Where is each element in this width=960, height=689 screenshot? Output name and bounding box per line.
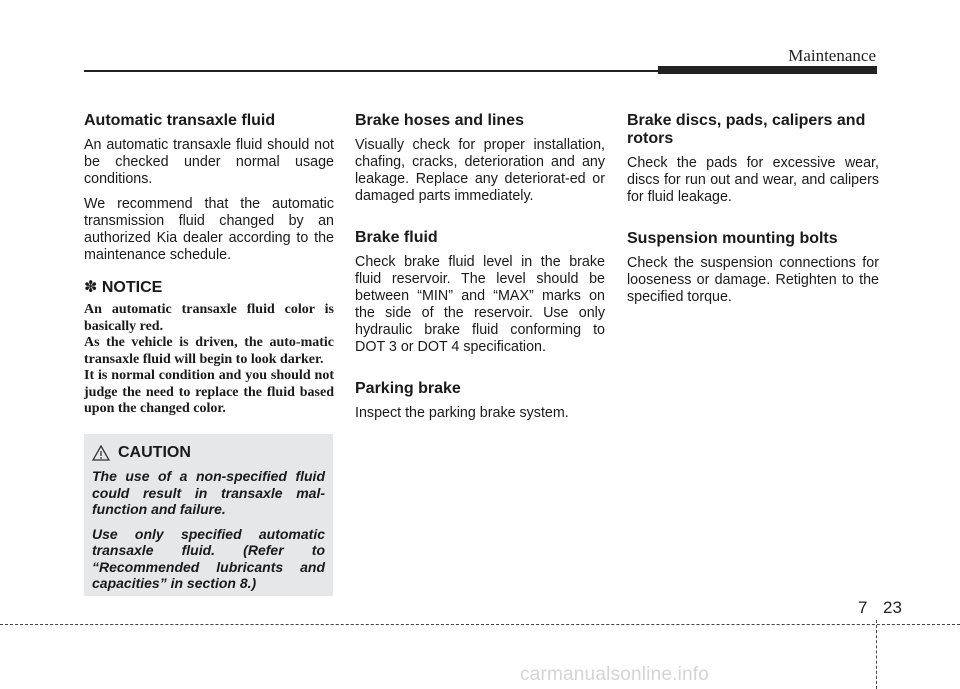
paragraph: An automatic transaxle fluid should not be checked under normal usage conditions. — [84, 137, 334, 187]
header-rule — [84, 70, 658, 72]
watermark-text: carmanualsonline.info — [520, 664, 710, 685]
paragraph: Check the pads for excessive wear, discs for run out and wear, and calipers for fluid leakage. — [627, 155, 879, 205]
notice-title: ✽ NOTICE — [84, 279, 163, 296]
heading-parking-brake: Parking brake — [355, 380, 461, 397]
notice-text: An automatic transaxle fluid color is basically red. — [84, 302, 334, 334]
notice-text: It is normal condition and you should not judge the need to replace the fluid based upon the changed color. — [84, 368, 334, 416]
header-bar — [658, 66, 877, 74]
warning-triangle-icon — [92, 445, 110, 461]
paragraph: Inspect the parking brake system. — [355, 405, 569, 421]
header-section-title: Maintenance — [788, 46, 876, 65]
footer-vertical-divider — [876, 620, 877, 689]
paragraph: Check brake fluid level in the brake fluid reservoir. The level should be between “MIN” and “MAX” marks on the side of the reservoir. Use only hydraulic brake fluid conforming to DOT 3 or DOT 4 specification. — [355, 254, 605, 355]
paragraph: Visually check for proper installation, chafing, cracks, deterioration and any leakage. Replace any deteriorat-ed or damaged parts immediately. — [355, 137, 605, 204]
caution-header — [92, 444, 325, 462]
column-1 — [84, 112, 334, 418]
heading-suspension-bolts: Suspension mounting bolts — [627, 230, 838, 247]
heading-brake-discs: Brake discs, pads, calipers and rotors — [627, 112, 866, 147]
heading-brake-hoses: Brake hoses and lines — [355, 112, 524, 129]
column-2 — [355, 112, 605, 430]
paragraph: Check the suspension connections for looseness or damage. Retighten to the specified torque. — [627, 255, 879, 305]
heading-brake-fluid: Brake fluid — [355, 229, 438, 246]
caution-text: Use only specified automatic transaxle fluid. (Refer to “Recommended lubricants and capacities” in section 8.) — [92, 525, 325, 591]
caution-title: CAUTION — [118, 444, 191, 461]
footer-divider — [0, 624, 960, 625]
caution-box — [84, 434, 333, 596]
chapter-number: 7 — [858, 598, 868, 617]
heading-automatic-transaxle-fluid: Automatic transaxle fluid — [84, 112, 276, 129]
column-3 — [627, 112, 879, 314]
page-number: 23 — [883, 598, 902, 617]
notice-text: As the vehicle is driven, the auto-matic transaxle fluid will begin to look darker. — [84, 335, 334, 367]
paragraph: We recommend that the automatic transmission fluid changed by an authorized Kia dealer according to the maintenance schedule. — [84, 196, 334, 263]
caution-text: The use of a non-specified fluid could result in transaxle mal-function and failure. — [92, 468, 325, 517]
